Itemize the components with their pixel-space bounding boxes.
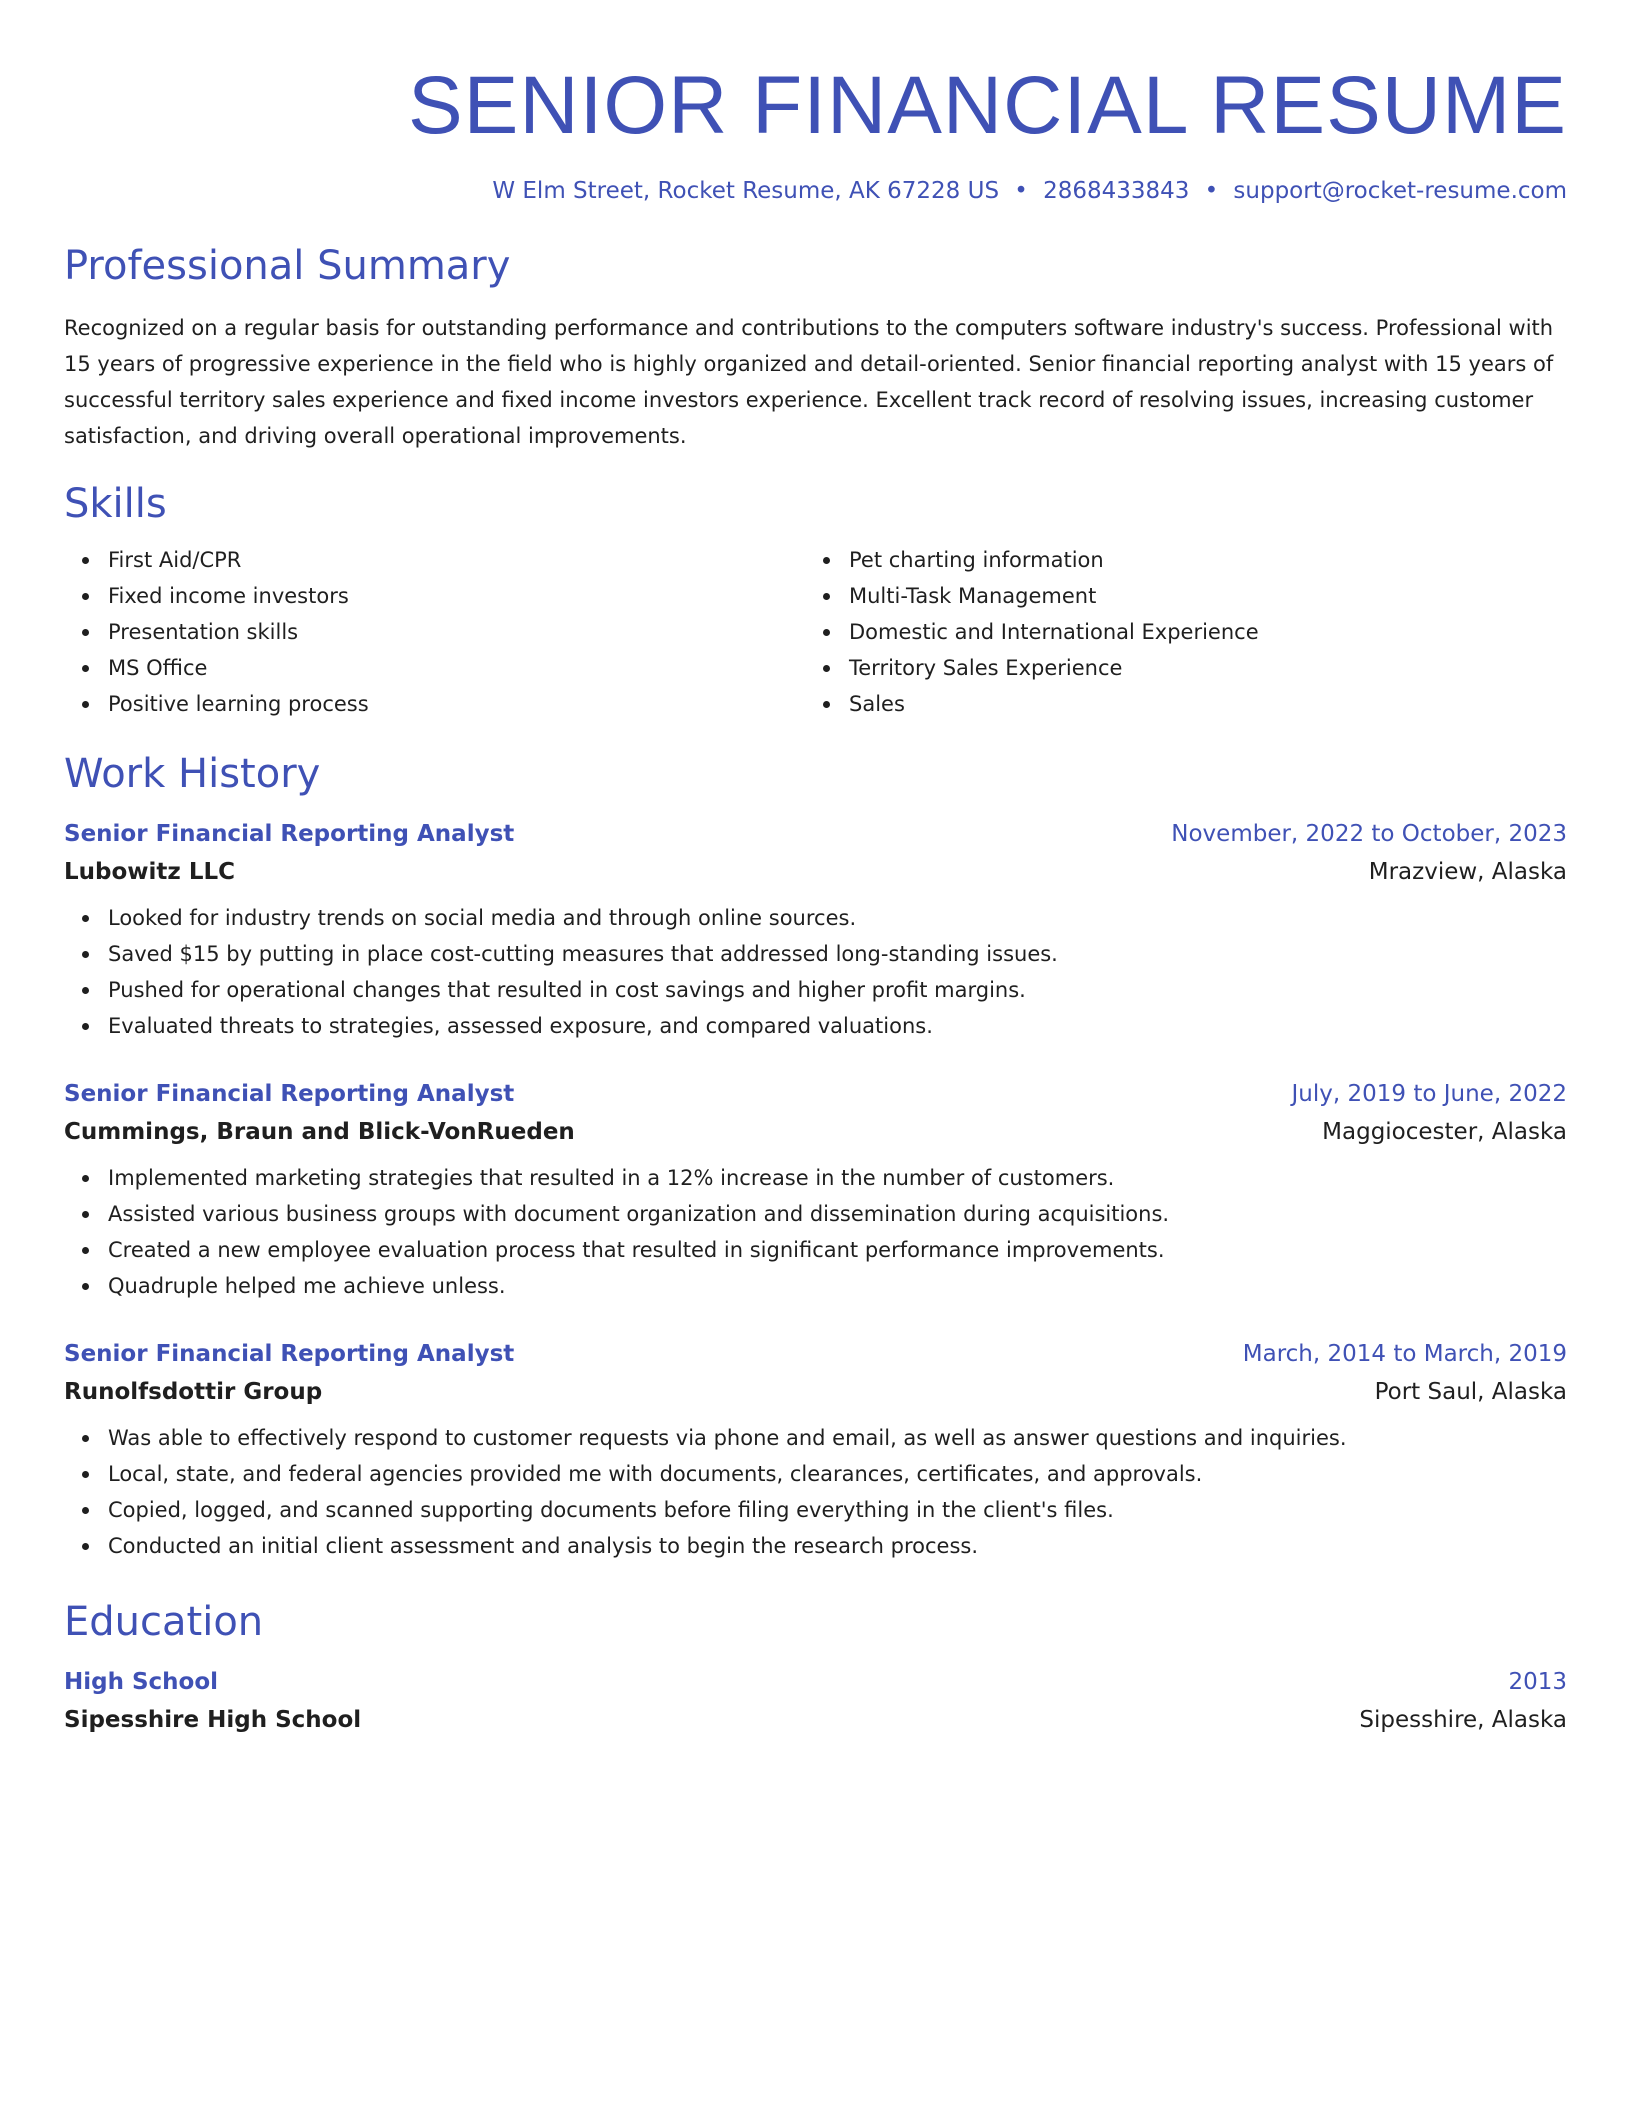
contact-line xyxy=(64,176,1567,206)
contact-separator: • xyxy=(1014,178,1028,204)
job-entry xyxy=(64,1078,1567,1304)
job-company: Lubowitz LLC xyxy=(64,859,236,885)
skills-column-right xyxy=(805,542,1546,722)
education-degree: High School xyxy=(64,1669,219,1695)
education-year: 2013 xyxy=(1508,1669,1567,1695)
job-bullet: Quadruple helped me achieve unless. xyxy=(108,1268,1567,1304)
job-bullet: Evaluated threats to strategies, assessed exposure, and compared valuations. xyxy=(108,1008,1567,1044)
job-bullet: Local, state, and federal agencies provided me with documents, clearances, certificates, and approvals. xyxy=(108,1456,1567,1492)
contact-separator: • xyxy=(1204,178,1219,204)
education-school: Sipesshire High School xyxy=(64,1707,362,1733)
job-bullets xyxy=(64,900,1567,1044)
job-title: Senior Financial Reporting Analyst xyxy=(64,821,515,847)
job-entry xyxy=(64,1338,1567,1564)
education-location: Sipesshire, Alaska xyxy=(1359,1707,1567,1733)
job-location: Mrazview, Alaska xyxy=(1368,859,1567,885)
summary-text: Recognized on a regular basis for outstanding performance and contributions to the computers software industry's success. Professional with 15 years of progressive experience in the field who is highly organized and detail-oriented. Senior financial reporting analyst with 15 years of successful territory sales experience and fixed income investors experience. Excellent track record of resolving issues, increasing customer satisfaction, and driving overall operational improvements. xyxy=(64,316,1554,448)
skill-item: MS Office xyxy=(108,650,805,686)
job-dates: November, 2022 to October, 2023 xyxy=(1171,821,1567,847)
education-entry xyxy=(64,1666,1567,1736)
job-title: Senior Financial Reporting Analyst xyxy=(64,1341,515,1367)
job-location: Port Saul, Alaska xyxy=(1374,1379,1567,1405)
job-dates: March, 2014 to March, 2019 xyxy=(1242,1341,1567,1367)
job-title: Senior Financial Reporting Analyst xyxy=(64,1081,515,1107)
job-entry xyxy=(64,818,1567,1044)
contact-address: W Elm Street, Rocket Resume, AK 67228 US xyxy=(492,178,1000,204)
summary-heading: Professional Summary xyxy=(64,243,511,289)
job-bullet: Copied, logged, and scanned supporting documents before filing everything in the client's files. xyxy=(108,1492,1567,1528)
resume-title: SENIOR FINANCIAL RESUME xyxy=(407,60,1567,151)
skills-column-left xyxy=(64,542,805,722)
job-bullet: Conducted an initial client assessment and analysis to begin the research process. xyxy=(108,1528,1567,1564)
skill-item: First Aid/CPR xyxy=(108,542,805,578)
contact-email: support@rocket-resume.com xyxy=(1233,178,1567,204)
resume-page xyxy=(64,0,1567,1736)
job-location: Maggiocester, Alaska xyxy=(1322,1119,1567,1145)
skill-item: Domestic and International Experience xyxy=(849,614,1546,650)
skill-item: Multi-Task Management xyxy=(849,578,1546,614)
job-bullet: Saved $15 by putting in place cost-cutting measures that addressed long-standing issues. xyxy=(108,936,1567,972)
work-history-heading: Work History xyxy=(64,751,321,797)
job-bullets xyxy=(64,1160,1567,1304)
skills-heading: Skills xyxy=(64,481,167,527)
contact-phone: 2868433843 xyxy=(1043,178,1190,204)
skill-item: Presentation skills xyxy=(108,614,805,650)
job-bullet: Looked for industry trends on social media and through online sources. xyxy=(108,900,1567,936)
education-heading: Education xyxy=(64,1599,264,1645)
job-bullets xyxy=(64,1420,1567,1564)
skill-item: Pet charting information xyxy=(849,542,1546,578)
job-company: Cummings, Braun and Blick-VonRueden xyxy=(64,1119,575,1145)
job-bullet: Created a new employee evaluation process that resulted in significant performance improvements. xyxy=(108,1232,1567,1268)
skills-list xyxy=(64,542,1567,722)
job-bullet: Assisted various business groups with document organization and dissemination during acquisitions. xyxy=(108,1196,1567,1232)
skill-item: Sales xyxy=(849,686,1546,722)
skill-item: Positive learning process xyxy=(108,686,805,722)
skill-item: Fixed income investors xyxy=(108,578,805,614)
job-company: Runolfsdottir Group xyxy=(64,1379,323,1405)
job-bullet: Implemented marketing strategies that resulted in a 12% increase in the number of customers. xyxy=(108,1160,1567,1196)
job-bullet: Was able to effectively respond to customer requests via phone and email, as well as answer questions and inquiries. xyxy=(108,1420,1567,1456)
skill-item: Territory Sales Experience xyxy=(849,650,1546,686)
job-dates: July, 2019 to June, 2022 xyxy=(1291,1081,1567,1107)
job-bullet: Pushed for operational changes that resulted in cost savings and higher profit margins. xyxy=(108,972,1567,1008)
